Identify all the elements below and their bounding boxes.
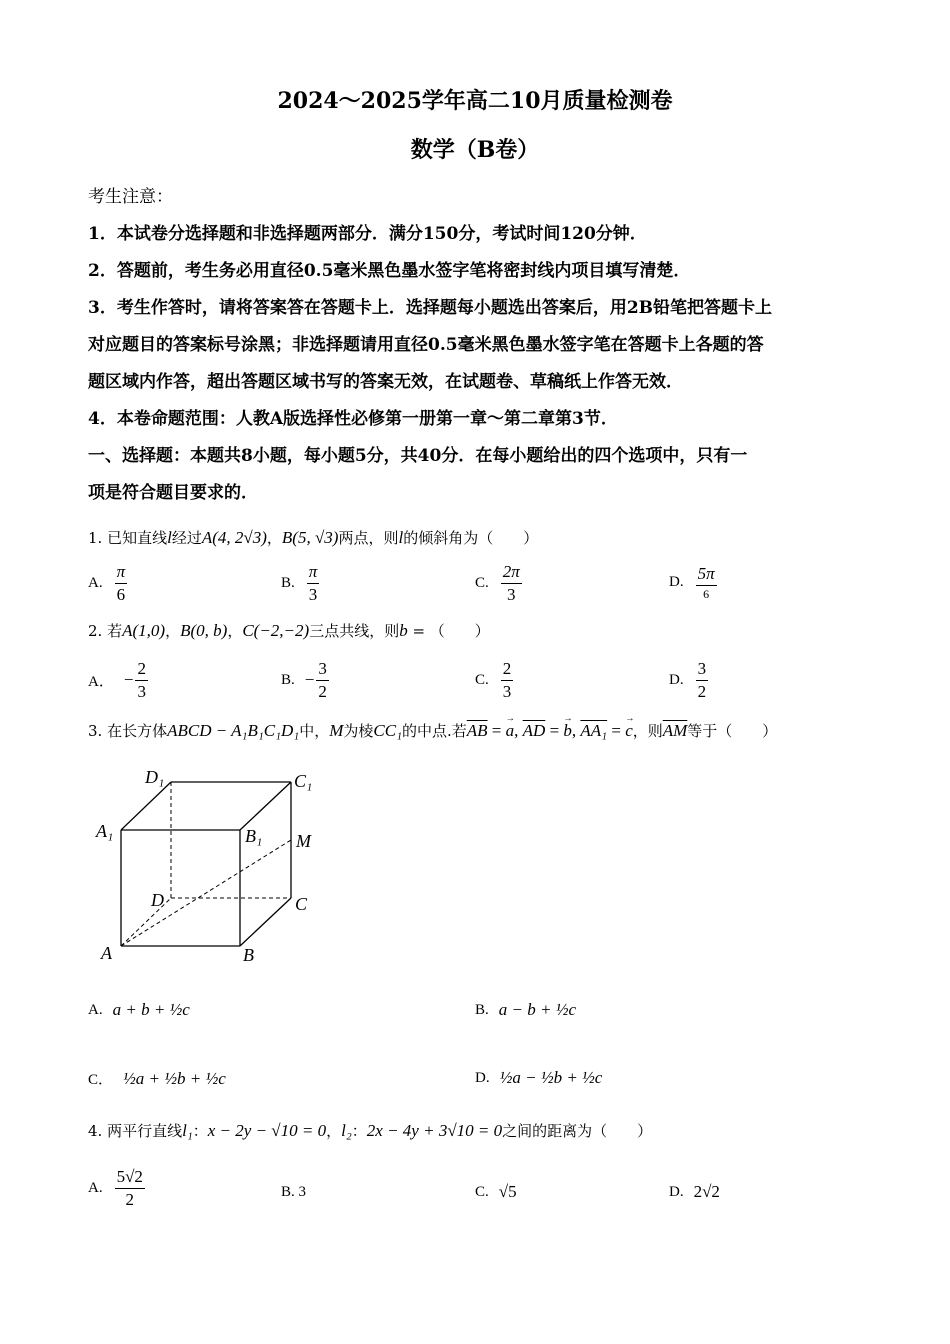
option-label: B. 3 [281, 1184, 307, 1200]
option-label: D. [669, 574, 684, 591]
option-value: 2√2 [693, 1182, 720, 1201]
fraction [307, 563, 320, 604]
option-4b[interactable] [281, 1184, 316, 1201]
fraction [135, 660, 148, 701]
question-text: 两点，则 [338, 529, 399, 547]
question-4 [88, 1120, 652, 1141]
option-label: A. [88, 574, 103, 591]
option-label: B. [281, 671, 295, 688]
cuboid-figure [95, 765, 325, 970]
math-edge: CC₁ [373, 721, 402, 740]
vector-ab: $\overline{AB}$ [466, 721, 488, 740]
question-text: 等于（ ） [687, 722, 778, 740]
fraction [696, 565, 717, 600]
question-number: 3. [88, 722, 108, 740]
question-text: = （ ） [407, 622, 490, 640]
notice-item: 3．考生作答时，请将答案答在答题卡上．选择题每小题选出答案后，用2B铅笔把答题卡上 [88, 298, 773, 318]
edge-a1d1 [121, 782, 171, 830]
option-2c[interactable] [475, 660, 515, 701]
question-number: 4. [88, 1122, 108, 1140]
numerator: 3 [316, 660, 329, 681]
vector-a: → a [506, 721, 515, 741]
option-expression: ½a + ½b + ½c [123, 1068, 226, 1088]
option-label: A. [88, 1001, 103, 1018]
notice-item: 1．本试卷分选择题和非选择题两部分．满分150分，考试时间120分钟． [88, 224, 647, 244]
segment-am [121, 840, 291, 946]
question-text: 若 [107, 622, 123, 640]
section-heading-cont: 项是符合题目要求的． [88, 483, 258, 503]
math-b: b [399, 621, 408, 640]
denominator: 3 [137, 681, 146, 701]
edge-b1c1 [240, 782, 291, 830]
notice-item: 题区域内作答，超出答题区域书写的答案无效，在试题卷、草稿纸上作答无效． [88, 372, 683, 392]
edge-bc [240, 898, 291, 946]
exam-title: 2024～2025学年高二10月质量检测卷 [277, 88, 673, 114]
math-point-c: C(−2,−2) [242, 621, 310, 640]
denominator: 2 [318, 681, 327, 701]
option-2d[interactable] [669, 660, 710, 701]
fraction [115, 1168, 145, 1209]
fraction [696, 660, 709, 701]
separator: ， [326, 1122, 342, 1140]
denominator: 6 [116, 584, 126, 604]
option-label: A． [88, 673, 114, 690]
option-label: C. [475, 574, 489, 591]
label-a: A [101, 943, 112, 963]
equation-1: x − 2y − √10 = 0 [207, 1121, 327, 1140]
math-l: l [398, 528, 404, 547]
notice-item: 对应题目的答案标号涂黑；非选择题请用直径0.5毫米黑色墨水签字笔在答题卡上各题的答 [88, 335, 764, 355]
denominator: 6 [703, 586, 710, 601]
math-l1: l₁ [182, 1121, 193, 1140]
notice-heading: 考生注意： [88, 187, 173, 207]
question-text: 经过 [171, 529, 202, 547]
option-1a[interactable] [88, 563, 129, 604]
fraction [501, 660, 514, 701]
denominator: 3 [502, 681, 512, 701]
label-d: D [151, 890, 164, 910]
option-3d[interactable] [475, 1068, 602, 1088]
denominator: 2 [697, 681, 707, 701]
denominator: 2 [125, 1189, 135, 1209]
question-text: ，则 [632, 722, 663, 740]
colon: ： [192, 1122, 208, 1140]
question-text: 为棱 [343, 722, 374, 740]
option-label: B. [475, 1001, 489, 1018]
math-m: M [329, 721, 344, 740]
option-1c[interactable] [475, 563, 524, 604]
vector-am: $\overline{AM}$ [662, 721, 688, 740]
colon: ： [351, 1122, 367, 1140]
numerator: π [307, 563, 320, 584]
exam-subtitle: 数学（B卷） [410, 137, 540, 163]
option-label: D. [475, 1069, 490, 1086]
label-c1: C₁ [294, 771, 313, 791]
numerator: 2 [135, 660, 148, 681]
question-number: 1. [88, 529, 108, 547]
question-1 [88, 527, 538, 548]
math-l2: l₂ [341, 1121, 352, 1140]
option-2a[interactable] [88, 660, 150, 701]
numerator: 3 [696, 660, 709, 681]
question-text: 的中点.若 [401, 722, 467, 740]
question-text: 的倾斜角为（ ） [403, 529, 539, 547]
question-text: 两平行直线 [107, 1122, 183, 1140]
label-b: B [243, 945, 254, 965]
fraction [501, 563, 522, 604]
vector-ad: $\overline{AD}$ [522, 721, 546, 740]
option-2b[interactable] [281, 660, 331, 701]
math-point-b: B(5, √3) [281, 528, 339, 547]
option-label: D. [669, 1183, 684, 1200]
option-expression: a + b + ½c [112, 1000, 190, 1019]
vector-aa1: AA₁ [580, 721, 608, 740]
fraction [316, 660, 329, 701]
label-a1: A₁ [96, 821, 114, 841]
question-2 [88, 620, 490, 641]
option-label: C． [88, 1072, 114, 1088]
question-text: 在长方体 [107, 722, 168, 740]
option-expression: ½a − ½b + ½c [499, 1068, 603, 1087]
separator: ， [165, 622, 181, 640]
option-value: √5 [498, 1182, 517, 1201]
option-1b[interactable] [281, 563, 321, 604]
option-4c[interactable] [475, 1182, 517, 1202]
question-text: 已知直线 [107, 529, 168, 547]
option-3a[interactable] [88, 1000, 190, 1020]
question-number: 2. [88, 622, 108, 640]
math-solid: ABCD − A₁B₁C₁D₁ [167, 721, 300, 740]
equation-2: 2x − 4y + 3√10 = 0 [366, 1121, 503, 1140]
label-m: M [296, 831, 311, 851]
numerator: 5√2 [115, 1168, 145, 1189]
option-4a[interactable] [88, 1168, 147, 1209]
fraction [115, 563, 128, 604]
question-3: 3. 在长方体ABCD − A₁B₁C₁D₁中，M为棱CC₁的中点.若$\overline{AB}$ = → a, $\overline{AD}$ = → b, AA₁ = → c，则$\overline{AM}$等于（ ） [88, 720, 777, 741]
option-label: D. [669, 671, 684, 688]
math-point-b: B(0, b) [180, 621, 228, 640]
numerator: π [115, 563, 128, 584]
numerator: 2π [501, 563, 522, 584]
notice-item: 2．答题前，考生务必用直径0.5毫米黑色墨水签字笔将密封线内项目填写清楚． [88, 261, 691, 281]
option-label: B. [281, 574, 295, 591]
question-text: 之间的距离为（ ） [502, 1122, 653, 1140]
numerator: 5π [696, 565, 717, 586]
label-b1: B₁ [245, 826, 263, 846]
option-expression: a − b + ½c [498, 1000, 577, 1019]
option-4d[interactable] [669, 1182, 720, 1202]
minus-sign: − [123, 670, 134, 690]
notice-item: 4．本卷命题范围：人教A版选择性必修第一册第一章～第二章第3节． [88, 409, 618, 429]
vector-b: → b [563, 721, 572, 741]
minus-sign: − [304, 670, 315, 690]
separator: ， [266, 529, 282, 547]
option-1d[interactable] [669, 565, 719, 600]
math-point-a: A(4, 2√3) [201, 528, 267, 547]
vector-c: → c [625, 721, 633, 741]
option-3c[interactable] [88, 1068, 226, 1089]
math-l: l [167, 528, 172, 547]
option-label: C. [475, 671, 489, 688]
separator: ， [227, 622, 243, 640]
denominator: 3 [507, 584, 516, 604]
option-label: A. [88, 1179, 103, 1196]
label-d1: D₁ [145, 767, 165, 787]
section-heading: 一、选择题：本题共8小题，每小题5分，共40分．在每小题给出的四个选项中，只有一 [88, 446, 748, 466]
question-text: 中， [299, 722, 330, 740]
denominator: 3 [308, 584, 318, 604]
option-3b[interactable] [475, 1000, 576, 1020]
label-c: C [295, 894, 308, 914]
numerator: 2 [501, 660, 514, 681]
option-label: C. [475, 1183, 489, 1200]
question-text: 三点共线，则 [309, 622, 400, 640]
math-point-a: A(1,0) [122, 621, 166, 640]
